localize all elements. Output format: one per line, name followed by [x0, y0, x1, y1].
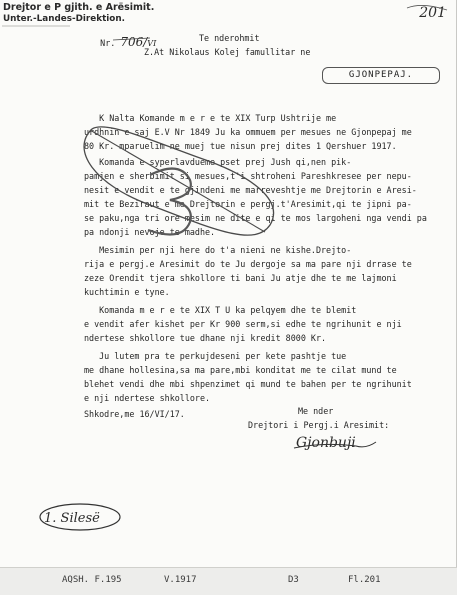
body-line: Komanda m e r e te XIX T U ka pelqyem dhe te blemit	[84, 305, 357, 315]
footer-folio: Fl.201	[348, 575, 381, 585]
body-line: Komanda e syperlavdueme pset prej Jush qi,nen pik-	[84, 157, 352, 167]
signature: Gjonbuji	[296, 435, 356, 451]
body-line: blehet vendi dhe mbi shpenzimet qi mund te bahen per te ngrihunit	[84, 379, 412, 389]
footer-year: V.1917	[164, 575, 197, 585]
body-line: Ju lutem pra te perkujdeseni per kete pashtje tue	[84, 351, 347, 361]
margin-initials: 1. Silesë	[44, 511, 100, 526]
body-line: rija e pergj.e Aresimit do te Ju dergoje sa ma pare nji drrase te	[84, 259, 412, 269]
reference-prefix: Nr.	[100, 38, 121, 48]
letterhead-line-2: Unter.-Landes-Direktion.	[3, 14, 125, 24]
reference-value: 706/	[120, 35, 148, 49]
body-line: zeze Orendit tjera shkollore ti bani Ju atje dhe te me lajmoni	[84, 273, 397, 283]
reference-suffix: VI	[147, 39, 157, 48]
body-line: K Nalta Komande m e r e te XIX Turp Ushtrije me	[84, 113, 337, 123]
place-date: Shkodre,me 16/VI/17.	[84, 409, 185, 419]
body-line: 80 Kr. mparuelim ne muej tue nisun prej dites 1 Qershuer 1917.	[84, 141, 397, 151]
body-line: se paku,nga tri ore mesim ne dite e qi te mos largoheni nga vendi pa	[84, 213, 427, 223]
recipient-place-box	[322, 67, 440, 84]
body-line: urdhnin e saj E.V Nr 1849 Ju ka ommuem per mesues ne Gjonpepaj me	[84, 127, 412, 137]
body-line: pa ndonji nevoje te madhe.	[84, 227, 216, 237]
footer-dossier: D3	[288, 575, 299, 585]
letterhead-line-1: Drejtor e P gjith. e Arësimit.	[3, 2, 155, 13]
body-line: me dhane hollesina,sa ma pare,mbi konditat me te cilat mund te	[84, 365, 397, 375]
body-line: nesit e vendit e te gjindeni me marreveshtje me Drejtorin e Aresi-	[84, 185, 417, 195]
body-line: e vendit afer kishet per Kr 900 serm,si edhe te ngrihunit e nji	[84, 319, 402, 329]
closing-with-respect: Me nder	[298, 406, 334, 416]
body-line: kuchtimin e tyne.	[84, 287, 170, 297]
signatory-title: Drejtori i Pergj.i Aresimit:	[248, 420, 390, 430]
body-line: Mesimin per nji here do t'a nieni ne kishe.Drejto-	[84, 245, 352, 255]
footer-aqsh: AQSH. F.195	[62, 575, 122, 585]
body-line: pamjen e sherbimit si mesues,t'i shtroheni Pareshkresee per nepu-	[84, 171, 412, 181]
body-line: ndertese shkollore tue dhane nji kredit 8000 Kr.	[84, 333, 327, 343]
salutation: Te nderohmit	[199, 33, 260, 43]
recipient-line: Z.At Nikolaus Kolej famullitar ne	[144, 47, 311, 57]
body-line: mit te Beziraut e me Drejtorin e pergj.t'Aresimit,qi te jipni pa-	[84, 199, 412, 209]
archive-page-number: 201	[419, 5, 446, 21]
recipient-place: GJONPEPAJ.	[348, 70, 414, 80]
body-line: e nji ndertese shkollore.	[84, 393, 211, 403]
